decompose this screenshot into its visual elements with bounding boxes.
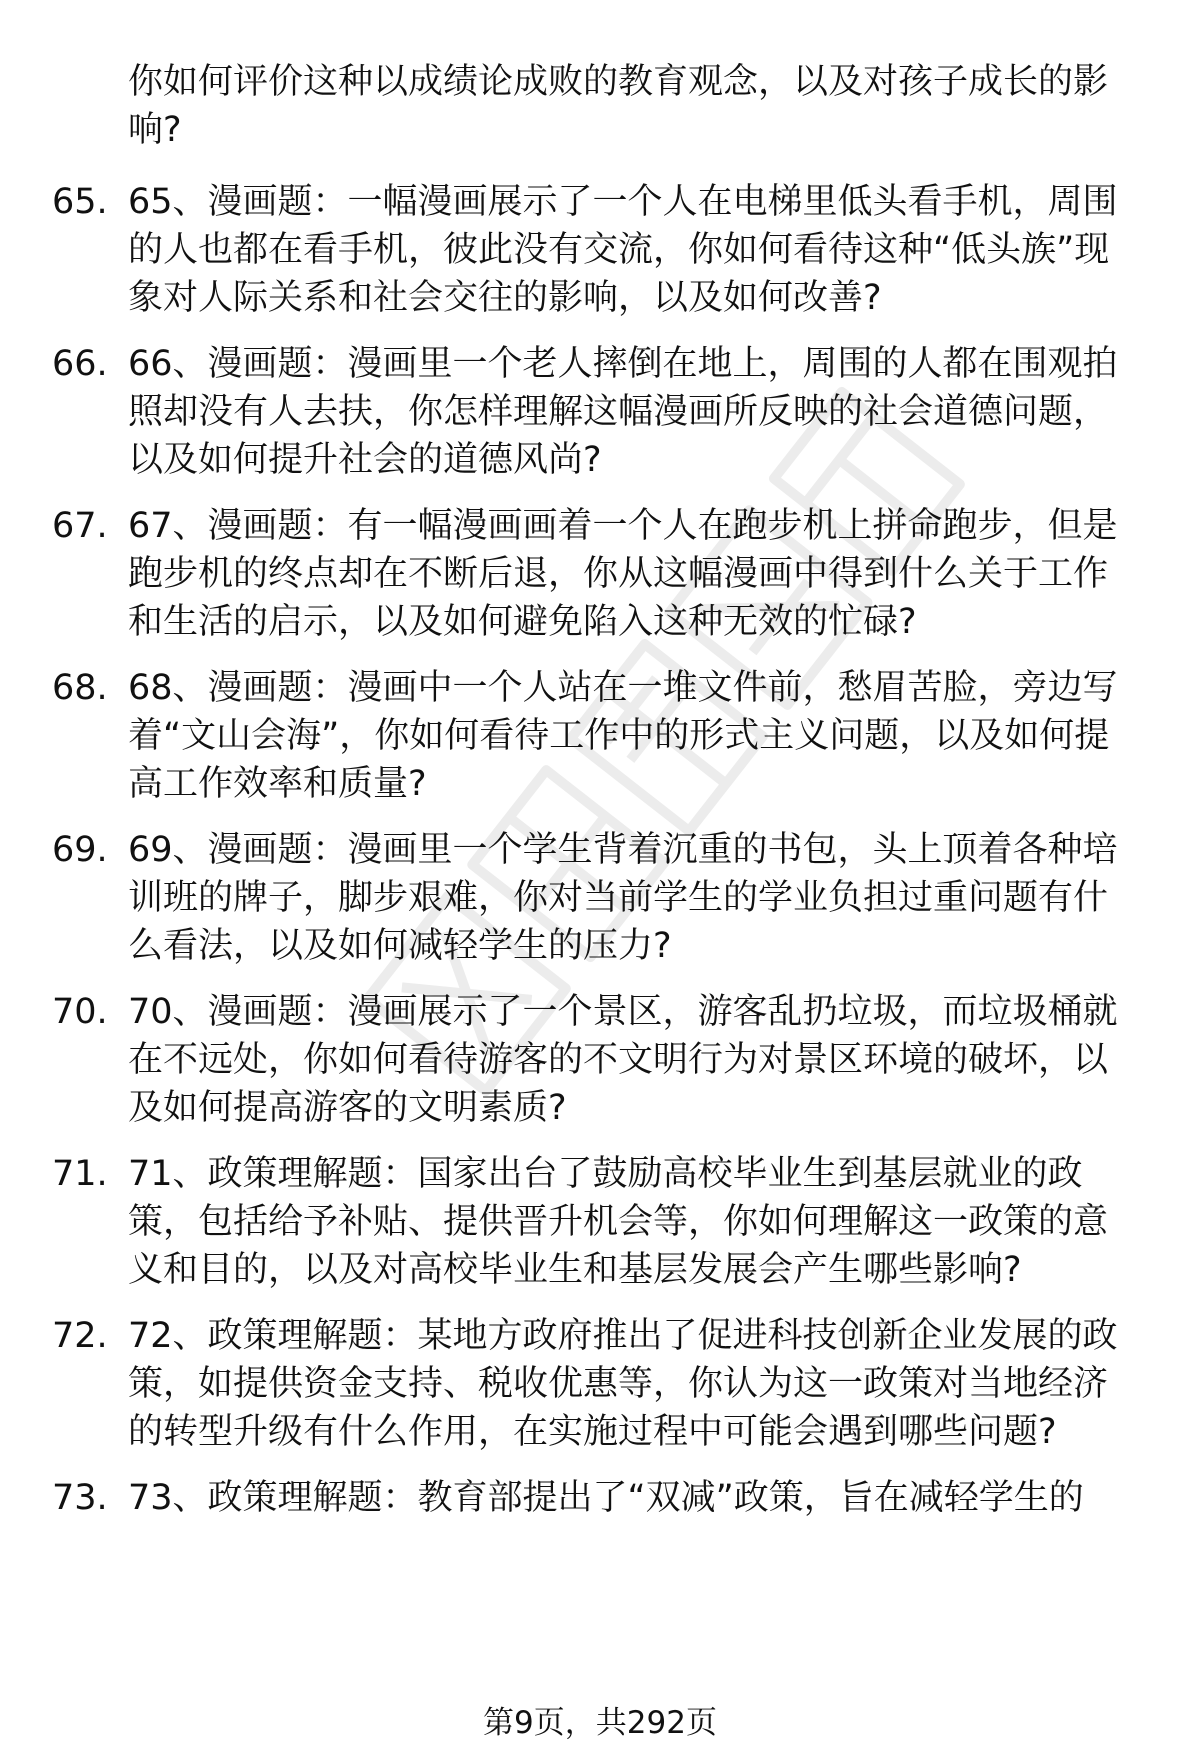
question-text: 71、政策理解题：国家出台了鼓励高校毕业生到基层就业的政策，包括给予补贴、提供晋升机会等，你如何理解这一政策的意义和目的，以及对高校毕业生和基层发展会产生哪些影响? <box>128 1154 1109 1290</box>
question-number: 68. <box>52 668 108 708</box>
question-text: 67、漫画题：有一幅漫画画着一个人在跑步机上拼命跑步，但是跑步机的终点却在不断后退，你从这幅漫画中得到什么关于工作和生活的启示，以及如何避免陷入这种无效的忙碌? <box>128 506 1118 642</box>
question-number: 71. <box>52 1154 108 1194</box>
question-number: 69. <box>52 830 108 870</box>
question-number: 73. <box>52 1478 108 1518</box>
question-number: 65. <box>52 182 108 222</box>
question-text: 68、漫画题：漫画中一个人站在一堆文件前，愁眉苦脸，旁边写着“文山会海”，你如何看待工作中的形式主义问题，以及如何提高工作效率和质量? <box>128 668 1118 804</box>
question-text: 70、漫画题：漫画展示了一个景区，游客乱扔垃圾，而垃圾桶就在不远处，你如何看待游客的不文明行为对景区环境的破坏，以及如何提高游客的文明素质? <box>128 992 1118 1128</box>
question-text: 72、政策理解题：某地方政府推出了促进科技创新企业发展的政策，如提供资金支持、税收优惠等，你认为这一政策对当地经济的转型升级有什么作用，在实施过程中可能会遇到哪些问题? <box>128 1316 1118 1452</box>
question-text: 66、漫画题：漫画里一个老人摔倒在地上，周围的人都在围观拍照却没有人去扶，你怎样理解这幅漫画所反映的社会道德问题，以及如何提升社会的道德风尚? <box>128 344 1118 480</box>
question-text: 65、漫画题：一幅漫画展示了一个人在电梯里低头看手机，周围的人也都在看手机，彼此没有交流，你如何看待这种“低头族”现象对人际关系和社会交往的影响，以及如何改善? <box>128 182 1118 318</box>
continued-question-text: 你如何评价这种以成绩论成败的教育观念，以及对孩子成长的影响? <box>128 62 1109 150</box>
question-number: 70. <box>52 992 108 1032</box>
question-text: 73、政策理解题：教育部提出了“双减”政策，旨在减轻学生的 <box>128 1478 1084 1518</box>
question-number: 72. <box>52 1316 108 1356</box>
question-number: 66. <box>52 344 108 384</box>
question-text: 69、漫画题：漫画里一个学生背着沉重的书包，头上顶着各种培训班的牌子，脚步艰难，你对当前学生的学业负担过重问题有什么看法，以及如何减轻学生的压力? <box>128 830 1118 966</box>
page-footer: 第9页，共292页 <box>483 1705 717 1741</box>
question-number: 67. <box>52 506 108 546</box>
